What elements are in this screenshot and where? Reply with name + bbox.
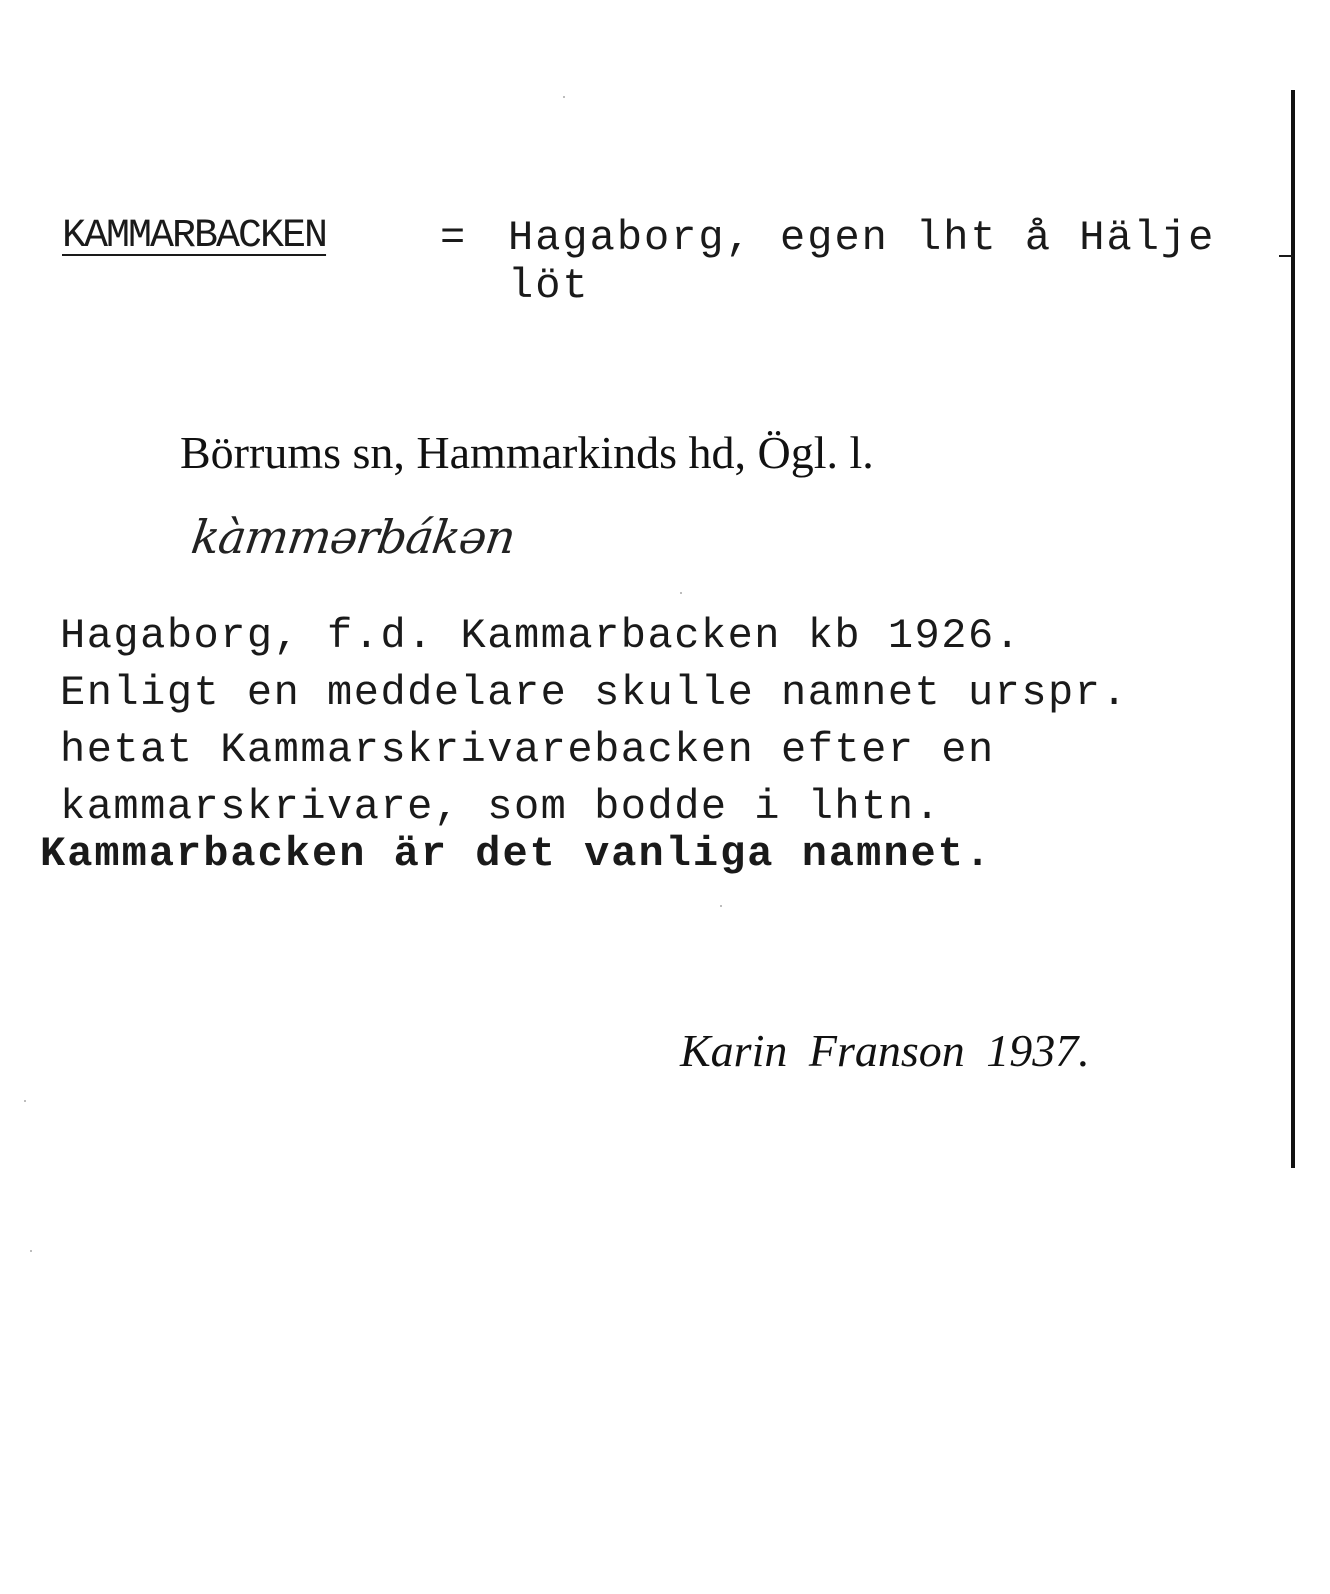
paper-speck bbox=[24, 1100, 26, 1102]
body-line: Hagaborg, f.d. Kammarbacken kb 1926. bbox=[60, 612, 1022, 660]
paper-speck bbox=[720, 905, 722, 907]
note-line: Kammarbacken är det vanliga namnet. bbox=[40, 830, 993, 878]
card-edge-line bbox=[1291, 90, 1295, 1168]
signature: Karin Franson 1937. bbox=[680, 1025, 1090, 1076]
paper-speck bbox=[30, 1250, 32, 1252]
parish-line: Börrums sn, Hammarkinds hd, Ögl. l. bbox=[180, 427, 874, 478]
body-text bbox=[60, 608, 1128, 836]
definition bbox=[508, 214, 1215, 310]
handwritten-pronunciation: kàmmərbákən bbox=[188, 510, 519, 564]
definition-line: Hagaborg, egen lht å Hälje bbox=[508, 214, 1216, 262]
headword: KAMMARBACKEN bbox=[62, 214, 327, 259]
paper-speck bbox=[680, 592, 682, 594]
definition-line: löt bbox=[508, 262, 590, 310]
equals-sign: = bbox=[440, 214, 466, 262]
paper-speck bbox=[563, 96, 565, 98]
body-line: Enligt en meddelare skulle namnet urspr. bbox=[60, 669, 1129, 717]
body-line: kammarskrivare, som bodde i lhtn. bbox=[60, 783, 942, 831]
body-line: hetat Kammarskrivarebacken efter en bbox=[60, 726, 995, 774]
line-hyphen bbox=[1279, 255, 1293, 257]
